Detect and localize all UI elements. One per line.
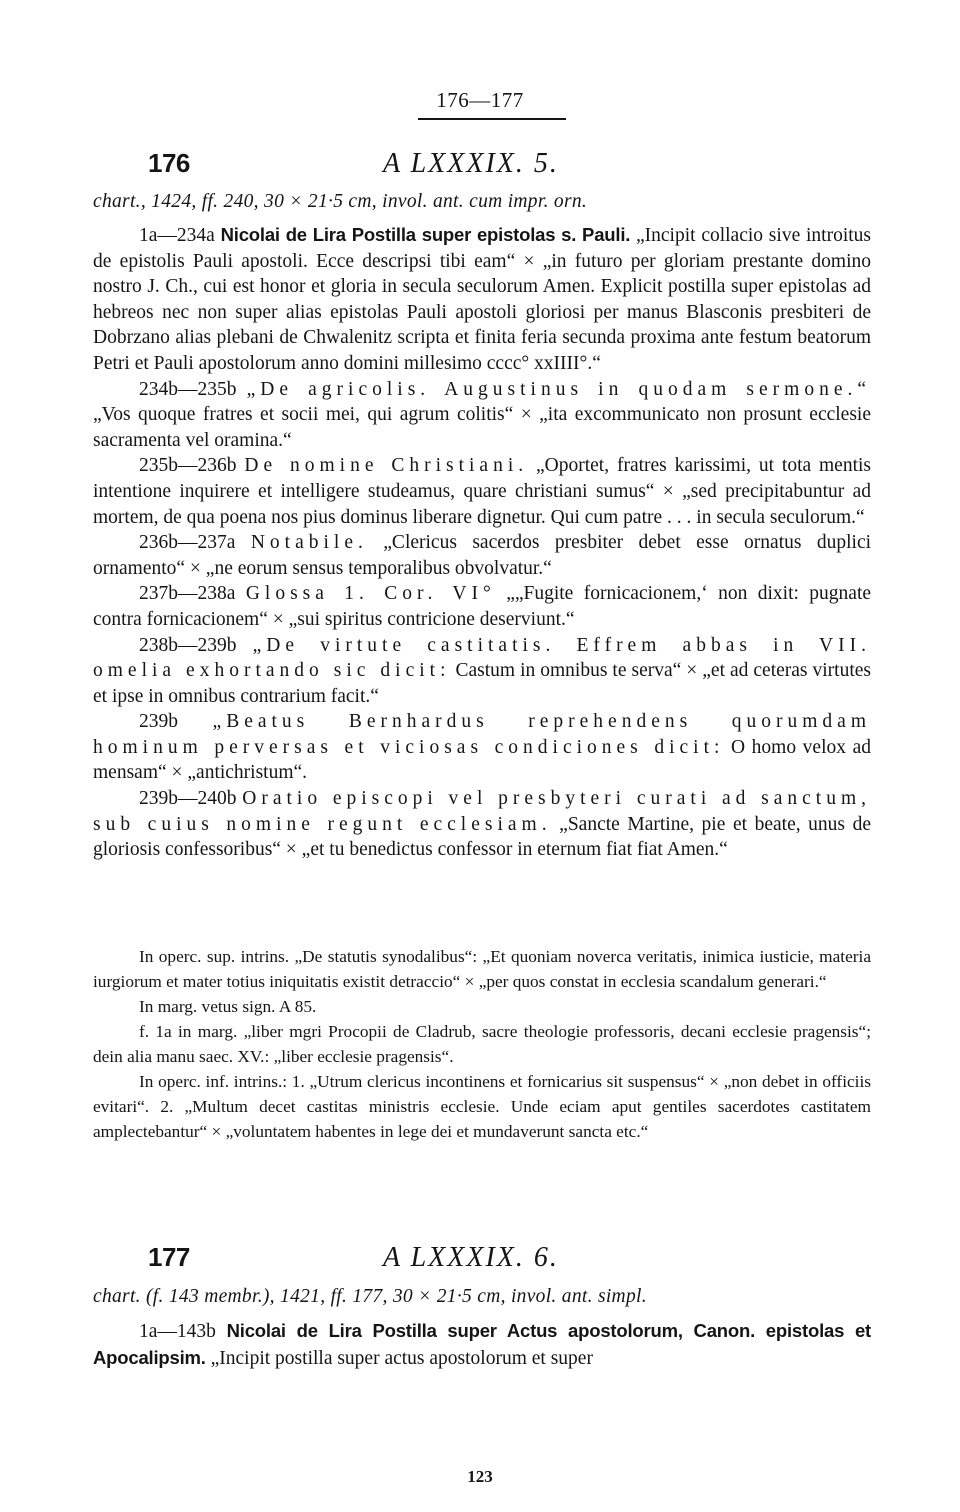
item	[93, 453, 871, 530]
entry-signature: A LXXXIX. 5.	[383, 148, 559, 179]
item-text: „Clericus sacerdos presbiter debet esse ornatus duplici ornamento“ × „ne eorum sensus temporalibus obvolvatur.“	[93, 532, 872, 579]
item	[93, 709, 871, 786]
item-title: Oratio episcopi vel presbyteri curati ad sanctum, sub cuius nomine regunt ecclesiam.	[93, 788, 871, 835]
item-text: „Incipit collacio sive introitus de epistolis Pauli apostoli. Ecce descripsi tibi eam“ × „in futuro per gloriam prestante domino nostro J. Ch., cui est honor et gloria in secula seculorum Amen. Explicit postilla super epistolas ad hebreos nec non super alias epistolas Pauli apostoli gloriosi per manus Blasconis presbiteri de Dobrzano alias plebani de Chwalenitz scripta et finita feria secunda proxima ante festum beatorum Petri et Pauli apostolorum anno domini millesimo cccc° xxIIII°.“	[93, 225, 871, 374]
item	[93, 633, 871, 710]
folio-ref: 239b	[139, 711, 178, 733]
folio-ref: 1a—143b	[139, 1321, 216, 1342]
running-head: 176—177	[436, 88, 524, 112]
item	[93, 222, 871, 377]
item-text: „Oportet, fratres karissimi, ut tota mentis intentione inquirere et intelligere studeamus, quare christiani sumus“ × „sed precipitabuntur ad mortem, de qua poena nos pius dominus liberare dignetur. Qui cum patre . . . in secula seculorum.“	[93, 455, 872, 528]
item	[93, 786, 871, 863]
item-title: Notabile.	[250, 532, 368, 554]
folio-ref: 235b—236b	[139, 455, 237, 477]
note: In operc. inf. intrins.: 1. „Utrum clericus incontinens et fornicarius sit suspensus“ × „non debet in officiis evitari“. 2. „Multum decet castitas ministris ecclesie. Unde eciam aput gentiles sacerdotes castitatem amplectebantur“ × „voluntatem habentes in lege dei et mundaverunt sancta etc.“	[93, 1072, 871, 1141]
note: f. 1a in marg. „liber mgri Procopii de Cladrub, sacre theologie professoris, decani ecclesie pragensis“; dein alia manu saec. XV.: „liber ecclesie pragensis“.	[93, 1022, 871, 1066]
entry-signature: A LXXXIX. 6.	[383, 1242, 559, 1273]
folio-ref: 237b—238a	[139, 583, 236, 605]
entry-body	[93, 222, 871, 863]
item-text: „„Fugite fornicacionem,‘ non dixit: pugnate contra fornicacionem“ × „sui spiritus contricione deserviunt.“	[93, 583, 872, 630]
item-title: „De virtute castitatis. Effrem abbas in VII. omelia exhortando sic dicit:	[93, 634, 872, 682]
note: In marg. vetus sign. A 85.	[139, 997, 317, 1016]
entry-body	[93, 1318, 871, 1371]
item-text: O homo velox ad mensam“ × „antichristum“.	[93, 736, 871, 784]
item-title: De nomine Christiani.	[244, 455, 529, 477]
item-text: „Incipit postilla super actus apostolorum et super	[210, 1347, 593, 1369]
folio-ref: 1a—234a	[139, 225, 215, 246]
item-text: „Vos quoque fratres et socii mei, qui agrum colitis“ × „ita excommunicato non prosunt ecclesie sacramenta vel oramina.“	[93, 404, 871, 451]
item-title: „De agricolis. Augustinus in quodam sermone.“	[246, 378, 871, 400]
entry-notes	[93, 944, 871, 1144]
item	[93, 1318, 871, 1371]
entry-number: 176	[148, 148, 190, 178]
item-text: Castum in omnibus te serva“ × „et ad ceteras virtutes et ipse in omnibus contrarium facit.“	[93, 660, 871, 707]
item-text: „Sancte Martine, pie et beate, unus de gloriosis confessoribus“ × „et tu benedictus confessor in eternum fiat fiat Amen.“	[93, 813, 871, 861]
entry-number: 177	[148, 1242, 190, 1272]
header-rule	[418, 118, 566, 120]
item-title: Glossa 1. Cor. VI°	[245, 583, 496, 605]
folio-ref: 236b—237a	[139, 532, 236, 554]
entry-description: chart. (f. 143 membr.), 1421, ff. 177, 30 × 21·5 cm, invol. ant. simpl.	[93, 1286, 647, 1307]
entry-description: chart., 1424, ff. 240, 30 × 21·5 cm, invol. ant. cum impr. orn.	[93, 191, 588, 212]
page-number: 123	[467, 1467, 493, 1486]
item-title: „Beatus Bernhardus reprehendens quorumdam hominum perversas et viciosas condiciones dicit:	[93, 711, 871, 758]
folio-ref: 238b—239b	[139, 634, 237, 656]
folio-ref: 239b—240b	[139, 788, 237, 810]
folio-ref: 234b—235b	[139, 378, 237, 400]
item	[93, 377, 871, 454]
item	[93, 581, 871, 632]
item-title: Nicolai de Lira Postilla super Actus apostolorum, Canon. epistolas et Apocalipsim.	[93, 1320, 872, 1368]
item-title: Nicolai de Lira Postilla super epistolas s. Pauli.	[220, 224, 631, 245]
note: In operc. sup. intrins. „De statutis synodalibus“: „Et quoniam noverca veritatis, inimica iusticie, materia iurgiorum et mater totius iniquitatis existit detraccio“ × „per quos constat in ecclesia scandalum generari.“	[93, 947, 871, 991]
item	[93, 530, 871, 581]
